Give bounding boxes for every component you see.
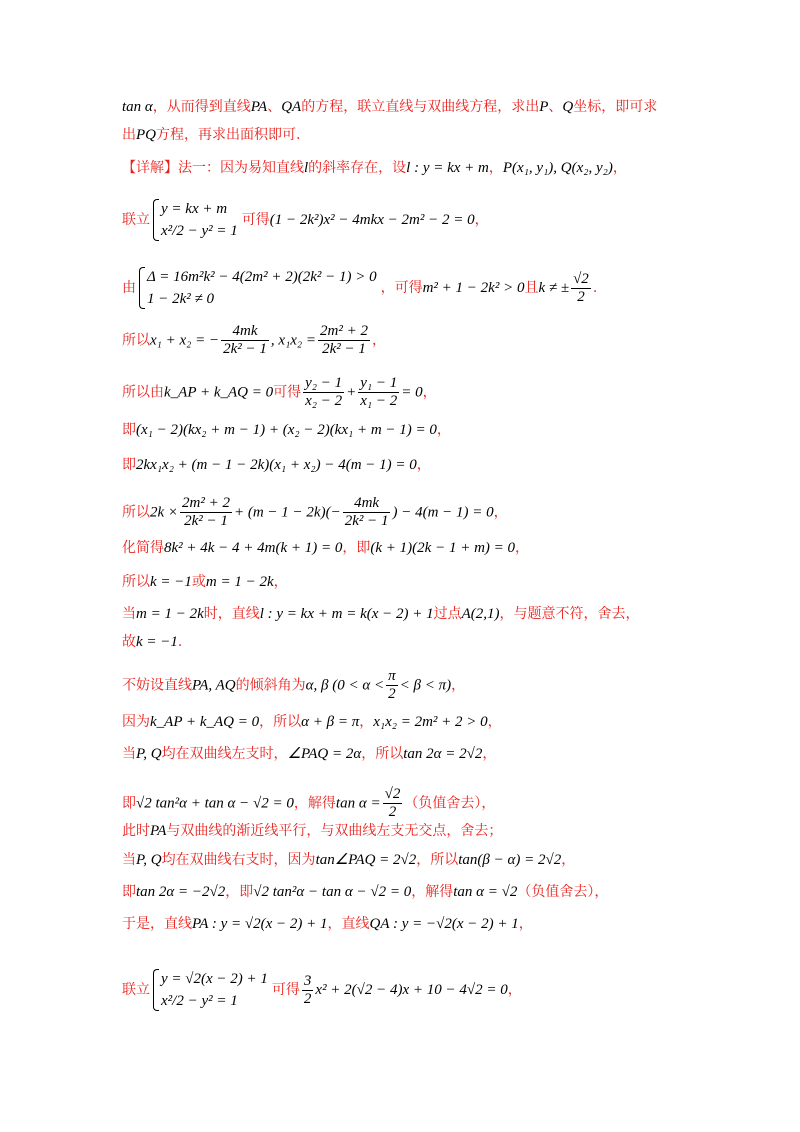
solution-text-run: 由	[122, 280, 136, 296]
fraction	[303, 375, 344, 410]
solution-text-run: 所以由	[122, 384, 164, 401]
solution-text-run: ，	[561, 852, 576, 868]
math-expression: PA	[150, 823, 167, 839]
solution-text-run: 所以	[122, 332, 150, 349]
solution-text-run: ，	[416, 457, 431, 473]
math-expression: P, Q	[136, 852, 162, 868]
fraction	[343, 495, 391, 530]
math-expression: 8k² + 4k − 4 + 4m(k + 1) = 0	[164, 540, 343, 556]
fraction-denominator: 2k² − 1	[322, 341, 366, 357]
math-expression: k ≠ ±	[538, 280, 570, 296]
fraction-numerator: y₁ − 1	[360, 375, 398, 391]
solution-text-run: 的方程，联立直线与双曲线方程，求出	[301, 99, 540, 115]
fraction-denominator: 2k² − 1	[223, 341, 267, 357]
text-line	[122, 420, 451, 440]
math-expression: α + β = π	[301, 714, 360, 730]
solution-text-run: 过点	[433, 606, 462, 622]
math-expression: P	[539, 99, 549, 115]
solution-text-run: 【详解】法一：因为易知直线	[122, 160, 304, 176]
fraction-denominator: 2	[388, 804, 397, 820]
solution-text-run: ，	[436, 422, 451, 438]
fraction-numerator: 2m² + 2	[182, 495, 230, 511]
math-expression: 2kx₁x₂ + (m − 1 − 2k)(x₁ + x₂) − 4(m − 1) = 0	[136, 457, 417, 473]
math-expression: ) − 4(m − 1) = 0	[392, 504, 494, 521]
text-line	[122, 968, 522, 1012]
solution-text-run: 均在双曲线右支时，因为	[161, 852, 316, 868]
math-expression: tan 2α = 2√2	[403, 746, 483, 762]
solution-text-run: ，可得	[380, 280, 423, 296]
solution-text-run: 联立	[122, 212, 150, 228]
fraction-denominator: x₁ − 2	[360, 393, 398, 409]
system-equation: x²/2 − y² = 1	[161, 993, 238, 1009]
system-equation: Δ = 16m²k² − 4(2m² + 2)(2k² − 1) > 0	[147, 269, 377, 285]
fraction-numerator: 2m² + 2	[320, 323, 368, 339]
solution-text-run: 化简得	[122, 540, 164, 556]
fraction	[180, 495, 232, 530]
solution-text-run: 即	[122, 457, 136, 473]
math-expression: k_AP + k_AQ = 0	[164, 384, 274, 401]
system-equation: x²/2 − y² = 1	[161, 223, 238, 239]
solution-text-run: 当	[122, 606, 136, 622]
math-expression: + (m − 1 − 2k)(−	[233, 504, 341, 521]
math-expression: tan α = √2	[453, 884, 518, 900]
math-expression: A(2,1)	[461, 606, 500, 622]
solution-text-run: 方程，再求出面积即可.	[156, 127, 301, 143]
solution-text-run: 于是，直线	[122, 916, 192, 932]
solution-text-run: 坐标，即可求	[573, 99, 658, 115]
solution-text-run: 因为	[122, 714, 150, 730]
solution-text-run: 的斜率存在，设	[308, 160, 407, 176]
math-expression: k_AP + k_AQ = 0	[150, 714, 260, 730]
equation-system	[138, 266, 377, 310]
equation-system	[152, 198, 238, 242]
solution-text-run: 、	[548, 99, 563, 115]
fraction-denominator: 2	[577, 288, 585, 305]
solution-text-run: ，	[612, 160, 627, 176]
math-expression: P(x₁, y₁), Q(x₂, y₂)	[502, 160, 613, 176]
solution-text-run: ，	[518, 916, 533, 932]
solution-text-run: （负值舍去），	[404, 795, 496, 812]
solution-text-run: 即	[122, 795, 136, 812]
solution-text-run: 当	[122, 852, 136, 868]
system-equation: y = kx + m	[161, 201, 228, 217]
math-expression: x₁ + x₂ = −	[150, 332, 220, 349]
fraction-denominator: 2	[303, 990, 312, 1007]
text-line	[122, 914, 533, 934]
math-expression: Q	[562, 99, 574, 115]
math-expression: √2 tan²α − tan α − √2 = 0	[253, 884, 412, 900]
system-equation: y = √2(x − 2) + 1	[161, 971, 268, 987]
solution-text-run: ，	[482, 746, 497, 762]
fraction	[318, 323, 370, 358]
math-expression: +	[346, 384, 357, 401]
text-line	[122, 495, 508, 530]
math-expression: l : y = kx + m = k(x − 2) + 1	[259, 606, 434, 622]
solution-text-run: ，	[507, 982, 522, 998]
solution-text-run: 出	[122, 127, 136, 143]
math-expression: (x₁ − 2)(kx₂ + m − 1) + (x₂ − 2)(kx₁ + m − 1) = 0	[136, 422, 437, 438]
solution-text-run: 可得	[271, 982, 300, 998]
text-line	[122, 668, 465, 703]
text-line	[122, 850, 575, 870]
math-expression: m = 1 − 2k	[136, 606, 204, 622]
math-expression: 2k ×	[150, 504, 179, 521]
solution-text-run: 所以	[122, 574, 150, 590]
math-expression: QA : y = −√2(x − 2) + 1	[369, 916, 519, 932]
math-expression: k = −1	[136, 634, 178, 650]
math-expression: tan α	[122, 99, 153, 115]
system-equation: 1 − 2k² ≠ 0	[147, 291, 215, 307]
solution-text-run: ，所以	[259, 714, 302, 730]
fraction-numerator: √2	[384, 786, 401, 802]
fraction-numerator: √2	[573, 270, 589, 287]
text-line	[122, 455, 431, 475]
fraction-numerator: y₂ − 1	[305, 375, 343, 391]
fraction-denominator: 2k² − 1	[344, 513, 389, 529]
fraction	[571, 271, 591, 306]
text-line	[122, 744, 496, 764]
math-expression: (k + 1)(2k − 1 + m) = 0	[370, 540, 516, 556]
math-expression: ∠PAQ = 2α	[287, 746, 362, 762]
text-line	[122, 604, 640, 624]
fraction-numerator: 3	[303, 972, 312, 989]
solution-text-run: 可得	[273, 384, 302, 401]
solution-text-run: 时，直线	[203, 606, 260, 622]
text-line	[122, 266, 597, 310]
solution-text-run: 或	[191, 574, 206, 590]
solution-text-run: ，所以	[361, 746, 404, 762]
solution-text-run: 可得	[241, 212, 270, 228]
text-line	[122, 198, 489, 242]
fraction	[302, 973, 314, 1008]
math-expression: P, Q	[136, 746, 162, 762]
solution-text-run: ，	[493, 504, 508, 521]
fraction-denominator: 2	[388, 686, 396, 702]
fraction	[386, 668, 398, 703]
text-line	[122, 712, 502, 732]
math-expression: PA	[250, 99, 268, 115]
math-expression: < β < π)	[399, 677, 452, 694]
solution-text-run: ，	[371, 332, 386, 349]
solution-text-run: ，	[474, 212, 489, 228]
fraction	[358, 375, 399, 410]
solution-text-run: .	[592, 280, 598, 296]
solution-text-run: ，从而得到直线	[152, 99, 251, 115]
solution-text-run: 故	[122, 634, 136, 650]
math-expression: , x₁x₂ =	[270, 332, 317, 349]
solution-text-run: ，即	[225, 884, 254, 900]
solution-text-run: .	[177, 634, 183, 650]
solution-text-run: ，即	[342, 540, 371, 556]
text-line	[122, 572, 288, 592]
math-expression: = 0	[401, 384, 423, 401]
solution-text-run: 均在双曲线左支时，	[161, 746, 288, 762]
solution-text-run: ，与题意不符，舍去，	[499, 606, 640, 622]
solution-text-run: 与双曲线的渐近线平行，与双曲线左支无交点，舍去；	[166, 823, 503, 839]
fraction-numerator: 4mk	[343, 495, 391, 513]
solution-text-run: 的倾斜角为	[235, 677, 306, 694]
fraction	[383, 786, 403, 821]
math-expression: tan 2α = −2√2	[136, 884, 226, 900]
math-expression: √2 tan²α + tan α − √2 = 0	[136, 795, 294, 812]
math-expression: PA, AQ	[192, 677, 236, 694]
math-expression: PA : y = √2(x − 2) + 1	[192, 916, 328, 932]
fraction-numerator: π	[388, 668, 396, 684]
math-expression: tan∠PAQ = 2√2	[315, 852, 417, 868]
solution-text-run: ，	[359, 714, 374, 730]
math-expression: α, β (0 < α <	[305, 677, 385, 694]
text-line	[122, 97, 657, 117]
math-expression: QA	[281, 99, 302, 115]
solution-text-run: ，所以	[416, 852, 459, 868]
solution-text-run: ，	[451, 677, 466, 694]
solution-text-run: 且	[524, 280, 539, 296]
text-line	[122, 786, 495, 821]
math-expression: tan α =	[335, 795, 381, 812]
text-line	[122, 821, 502, 841]
solution-text-run: ，	[515, 540, 530, 556]
solution-text-run: ，	[422, 384, 437, 401]
solution-text-run: 不妨设直线	[122, 677, 192, 694]
solution-text-run: ，	[487, 714, 502, 730]
fraction-denominator: x₂ − 2	[305, 393, 343, 409]
solution-text-run: （负值舍去），	[517, 884, 609, 900]
equation-system	[152, 968, 268, 1012]
text-line	[122, 323, 386, 358]
text-line	[122, 538, 529, 558]
solution-text-run: 此时	[122, 823, 150, 839]
solution-text-run: 所以	[122, 504, 150, 521]
math-expression: k = −1	[150, 574, 192, 590]
fraction-denominator: 2k² − 1	[184, 513, 228, 529]
solution-text-run: 当	[122, 746, 136, 762]
solution-text-run: ，	[488, 160, 503, 176]
solution-text-run: 、	[267, 99, 282, 115]
solution-text-run: 即	[122, 422, 136, 438]
solution-text-run: ，解得	[411, 884, 454, 900]
math-expression: l	[304, 160, 309, 176]
solution-text-run: 即	[122, 884, 136, 900]
solution-text-run: ，	[273, 574, 288, 590]
math-expression: x² + 2(√2 − 4)x + 10 − 4√2 = 0	[315, 982, 508, 998]
solution-text-run: ，直线	[327, 916, 370, 932]
fraction	[221, 323, 269, 358]
math-expression: tan(β − α) = 2√2	[458, 852, 562, 868]
math-expression: PQ	[136, 127, 156, 143]
fraction-numerator: 4mk	[221, 323, 269, 341]
math-expression: l : y = kx + m	[406, 160, 489, 176]
text-line	[122, 158, 627, 178]
math-expression: m² + 1 − 2k² > 0	[422, 280, 525, 296]
text-line	[122, 375, 437, 410]
math-expression: (1 − 2k²)x² − 4mkx − 2m² − 2 = 0	[269, 212, 475, 228]
text-line	[122, 882, 608, 902]
text-line	[122, 632, 182, 652]
math-expression: x₁x₂ = 2m² + 2 > 0	[373, 714, 488, 730]
solution-text-run: ，解得	[293, 795, 336, 812]
math-expression: m = 1 − 2k	[205, 574, 274, 590]
solution-text-run: 联立	[122, 982, 150, 998]
text-line	[122, 125, 300, 145]
